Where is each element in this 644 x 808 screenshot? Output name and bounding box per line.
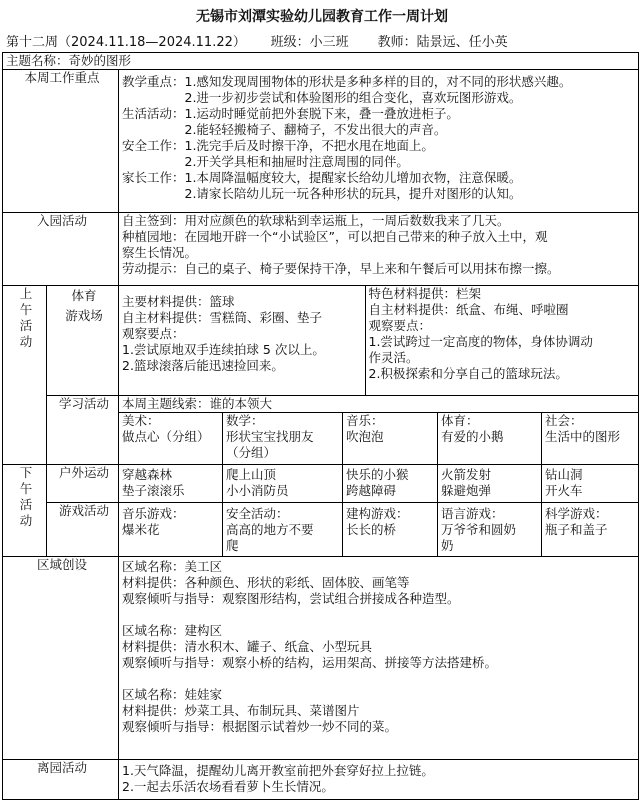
focus-line: 家长工作：1.本周降温幅度较大，提醒家长给幼儿增加衣物，注意保暖。 xyxy=(122,170,522,185)
outdoor-label: 户外运动 xyxy=(47,465,119,503)
learning-theme: 本周主题线索：谁的本领大 xyxy=(119,396,639,413)
area-line: 区域名称：美工区 xyxy=(122,559,223,574)
pe-right: 特色材料提供：栏架 自主材料提供：纸盒、布绳、呼啦圈 观察要点： 1.尝试跨过一定高度的物体，身体协调动 作灵活。 2.积极探索和分享自己的篮球玩法。 xyxy=(368,286,593,381)
morning-label: 上 午 活 动 xyxy=(3,286,47,465)
afternoon-label: 下 午 活 动 xyxy=(3,465,47,557)
header-info xyxy=(6,36,508,49)
focus-line: 安全工作：1.洗完手后及时擦干净，不把水甩在地面上。 xyxy=(122,138,434,153)
plan-table xyxy=(2,52,639,800)
games-cell: 语言游戏： 万爷爷和圆奶 奶 xyxy=(438,503,542,557)
areas-label: 区域创设 xyxy=(3,557,119,760)
weekly-focus-label: 本周工作重点 xyxy=(3,70,119,213)
pe-left: 主要材料提供：篮球 自主材料提供：雪糕筒、彩圈、垫子 观察要点： 1.尝试原地双手连续拍球 5 次以上。 2.篮球滚落后能迅速捡回来。 xyxy=(119,286,365,395)
area-line: 区域名称：建构区 xyxy=(122,623,223,638)
learning-cell-math: 数学： 形状宝宝找朋友 （分组） xyxy=(223,413,343,465)
focus-line: 2.开关学具柜和抽屉时注意周围的同伴。 xyxy=(122,154,409,169)
area-line: 材料提供：炒菜工具、布制玩具、菜谱图片 xyxy=(122,703,360,718)
class-name: 班级：小三班 xyxy=(270,35,349,50)
areas-content xyxy=(119,557,639,760)
outdoor-cell: 穿越森林 垫子滚滚乐 xyxy=(119,465,223,503)
learning-label: 学习活动 xyxy=(47,396,119,465)
departure-label: 离园活动 xyxy=(3,760,119,800)
theme-name: 主题名称：奇妙的图形 xyxy=(3,53,639,70)
area-line: 观察倾听与指导：观察图形结构，尝试组合拼接成各种造型。 xyxy=(122,591,460,606)
focus-line: 生活活动：1.运动时睡觉前把外套脱下来，叠一叠放进柜子。 xyxy=(122,106,459,121)
games-cell: 科学游戏： 瓶子和盖子 xyxy=(542,503,639,557)
area-line: 材料提供：清水积木、罐子、纸盒、小型玩具 xyxy=(122,639,373,654)
games-cell: 音乐游戏： 爆米花 xyxy=(119,503,223,557)
pe-inner-table xyxy=(119,286,638,395)
focus-line: 教学重点：1.感知发现周围物体的形状是多种多样的目的，对不同的形状感兴趣。 xyxy=(122,74,572,89)
arrival-content xyxy=(119,213,639,286)
area-line: 观察倾听与指导：观察小桥的结构，运用架高、拼接等方法搭建桥。 xyxy=(122,655,498,670)
weekly-focus-content xyxy=(119,70,639,213)
focus-line: 2.能轻轻搬椅子、翻椅子，不发出很大的声音。 xyxy=(122,122,447,137)
games-label: 游戏活动 xyxy=(47,503,119,557)
outdoor-cell: 快乐的小猴 跨越障碍 xyxy=(343,465,438,503)
departure-line: 2.一起去乐活农场看看萝卜生长情况。 xyxy=(122,779,334,794)
arrival-line: 自主签到：用对应颜色的软球粘到幸运瓶上，一周后数数我来了几天。 xyxy=(122,213,510,228)
games-cell: 建构游戏： 长长的桥 xyxy=(343,503,438,557)
area-line: 材料提供：各种颜色、形状的彩纸、固体胶、画笔等 xyxy=(122,575,410,590)
pe-label: 体育 游戏场 xyxy=(47,286,119,396)
arrival-line: 种植园地：在园地开辟一个“小试验区”，可以把自己带来的种子放入土中，观 xyxy=(122,229,548,244)
area-line: 观察倾听与指导：根据图示试着炒一炒不同的菜。 xyxy=(122,719,398,734)
teacher-names: 教师：陆景远、任小英 xyxy=(377,35,508,50)
outdoor-cell: 爬上山顶 小小消防员 xyxy=(223,465,343,503)
arrival-label: 入园活动 xyxy=(3,213,119,286)
focus-line: 2.进一步初步尝试和体验图形的组合变化，喜欢玩图形游戏。 xyxy=(122,90,522,105)
learning-cell-music: 音乐： 吹泡泡 xyxy=(343,413,438,465)
learning-cell-social: 社会： 生活中的图形 xyxy=(542,413,639,465)
departure-content xyxy=(119,760,639,800)
pe-content xyxy=(119,286,639,396)
outdoor-cell: 火箭发射 躲避炮弹 xyxy=(438,465,542,503)
learning-cell-art: 美术： 做点心（分组） xyxy=(119,413,223,465)
departure-line: 1.天气降温，提醒幼儿离开教室前把外套穿好拉上拉链。 xyxy=(122,763,434,778)
focus-line: 2.请家长陪幼儿玩一玩各种形状的玩具，提升对图形的认知。 xyxy=(122,186,522,201)
games-cell: 安全活动： 高高的地方不要 爬 xyxy=(223,503,343,557)
arrival-line: 劳动提示：自己的桌子、椅子要保持干净，早上来和午餐后可以用抹布擦一擦。 xyxy=(122,261,560,276)
learning-cell-pe: 体育： 有爱的小鹅 xyxy=(438,413,542,465)
document-title: 无锡市刘潭实验幼儿园教育工作一周计划 xyxy=(196,9,448,25)
week-range: 第十二周（2024.11.18—2024.11.22） xyxy=(6,35,246,50)
area-line: 区域名称：娃娃家 xyxy=(122,687,223,702)
arrival-line: 察生长情况。 xyxy=(122,245,198,260)
outdoor-cell: 钻山洞 开火车 xyxy=(542,465,639,503)
